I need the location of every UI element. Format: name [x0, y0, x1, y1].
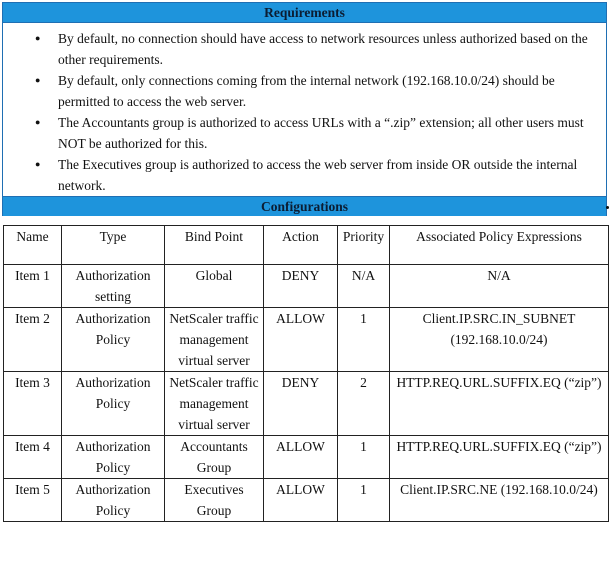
- requirement-item: ● The Accountants group is authorized to access URLs with a “.zip” extension; all other users must NOT be authorized for this.: [58, 112, 593, 154]
- column-header-action: Action: [264, 226, 338, 265]
- cell-action: ALLOW: [264, 308, 338, 372]
- table-row: [4, 308, 609, 372]
- cell-action: ALLOW: [264, 436, 338, 479]
- cell-name: Item 1: [4, 265, 62, 308]
- configurations-table: [3, 225, 609, 522]
- cell-type: Authorization Policy: [62, 308, 165, 372]
- cell-priority: 1: [338, 436, 390, 479]
- cell-name: Item 5: [4, 479, 62, 522]
- cell-expression: Client.IP.SRC.NE (192.168.10.0/24): [390, 479, 609, 522]
- cell-priority: 2: [338, 372, 390, 436]
- requirements-list: [3, 28, 593, 196]
- table-row: [4, 436, 609, 479]
- cell-expression: HTTP.REQ.URL.SUFFIX.EQ (“zip”): [390, 372, 609, 436]
- cell-bind-point: Accountants Group: [165, 436, 264, 479]
- cell-action: DENY: [264, 265, 338, 308]
- cell-type: Authorization setting: [62, 265, 165, 308]
- cell-action: ALLOW: [264, 479, 338, 522]
- table-row: [4, 479, 609, 522]
- cell-expression: HTTP.REQ.URL.SUFFIX.EQ (“zip”): [390, 436, 609, 479]
- cell-bind-point: NetScaler traffic management virtual server: [165, 308, 264, 372]
- requirement-item: ● By default, no connection should have access to network resources unless authorized based on the other requirements.: [58, 28, 593, 70]
- stray-dot: [606, 206, 609, 209]
- column-header-expressions: Associated Policy Expressions: [390, 226, 609, 265]
- column-header-priority: Priority: [338, 226, 390, 265]
- cell-bind-point: NetScaler traffic management virtual server: [165, 372, 264, 436]
- configurations-title: Configurations: [3, 196, 606, 216]
- requirements-title: Requirements: [3, 3, 606, 23]
- table-row: [4, 372, 609, 436]
- cell-priority: 1: [338, 308, 390, 372]
- cell-type: Authorization Policy: [62, 479, 165, 522]
- requirements-panel: [2, 2, 607, 216]
- cell-name: Item 3: [4, 372, 62, 436]
- cell-type: Authorization Policy: [62, 436, 165, 479]
- cell-name: Item 4: [4, 436, 62, 479]
- cell-name: Item 2: [4, 308, 62, 372]
- requirement-item: ● By default, only connections coming from the internal network (192.168.10.0/24) should be permitted to access the web server.: [58, 70, 593, 112]
- cell-expression: N/A: [390, 265, 609, 308]
- cell-priority: 1: [338, 479, 390, 522]
- requirement-item: ● The Executives group is authorized to access the web server from inside OR outside the internal network.: [58, 154, 593, 196]
- cell-bind-point: Executives Group: [165, 479, 264, 522]
- cell-action: DENY: [264, 372, 338, 436]
- cell-expression: Client.IP.SRC.IN_SUBNET (192.168.10.0/24): [390, 308, 609, 372]
- column-header-type: Type: [62, 226, 165, 265]
- cell-bind-point: Global: [165, 265, 264, 308]
- column-header-bind-point: Bind Point: [165, 226, 264, 265]
- cell-type: Authorization Policy: [62, 372, 165, 436]
- cell-priority: N/A: [338, 265, 390, 308]
- table-header-row: [4, 226, 609, 265]
- table-row: [4, 265, 609, 308]
- column-header-name: Name: [4, 226, 62, 265]
